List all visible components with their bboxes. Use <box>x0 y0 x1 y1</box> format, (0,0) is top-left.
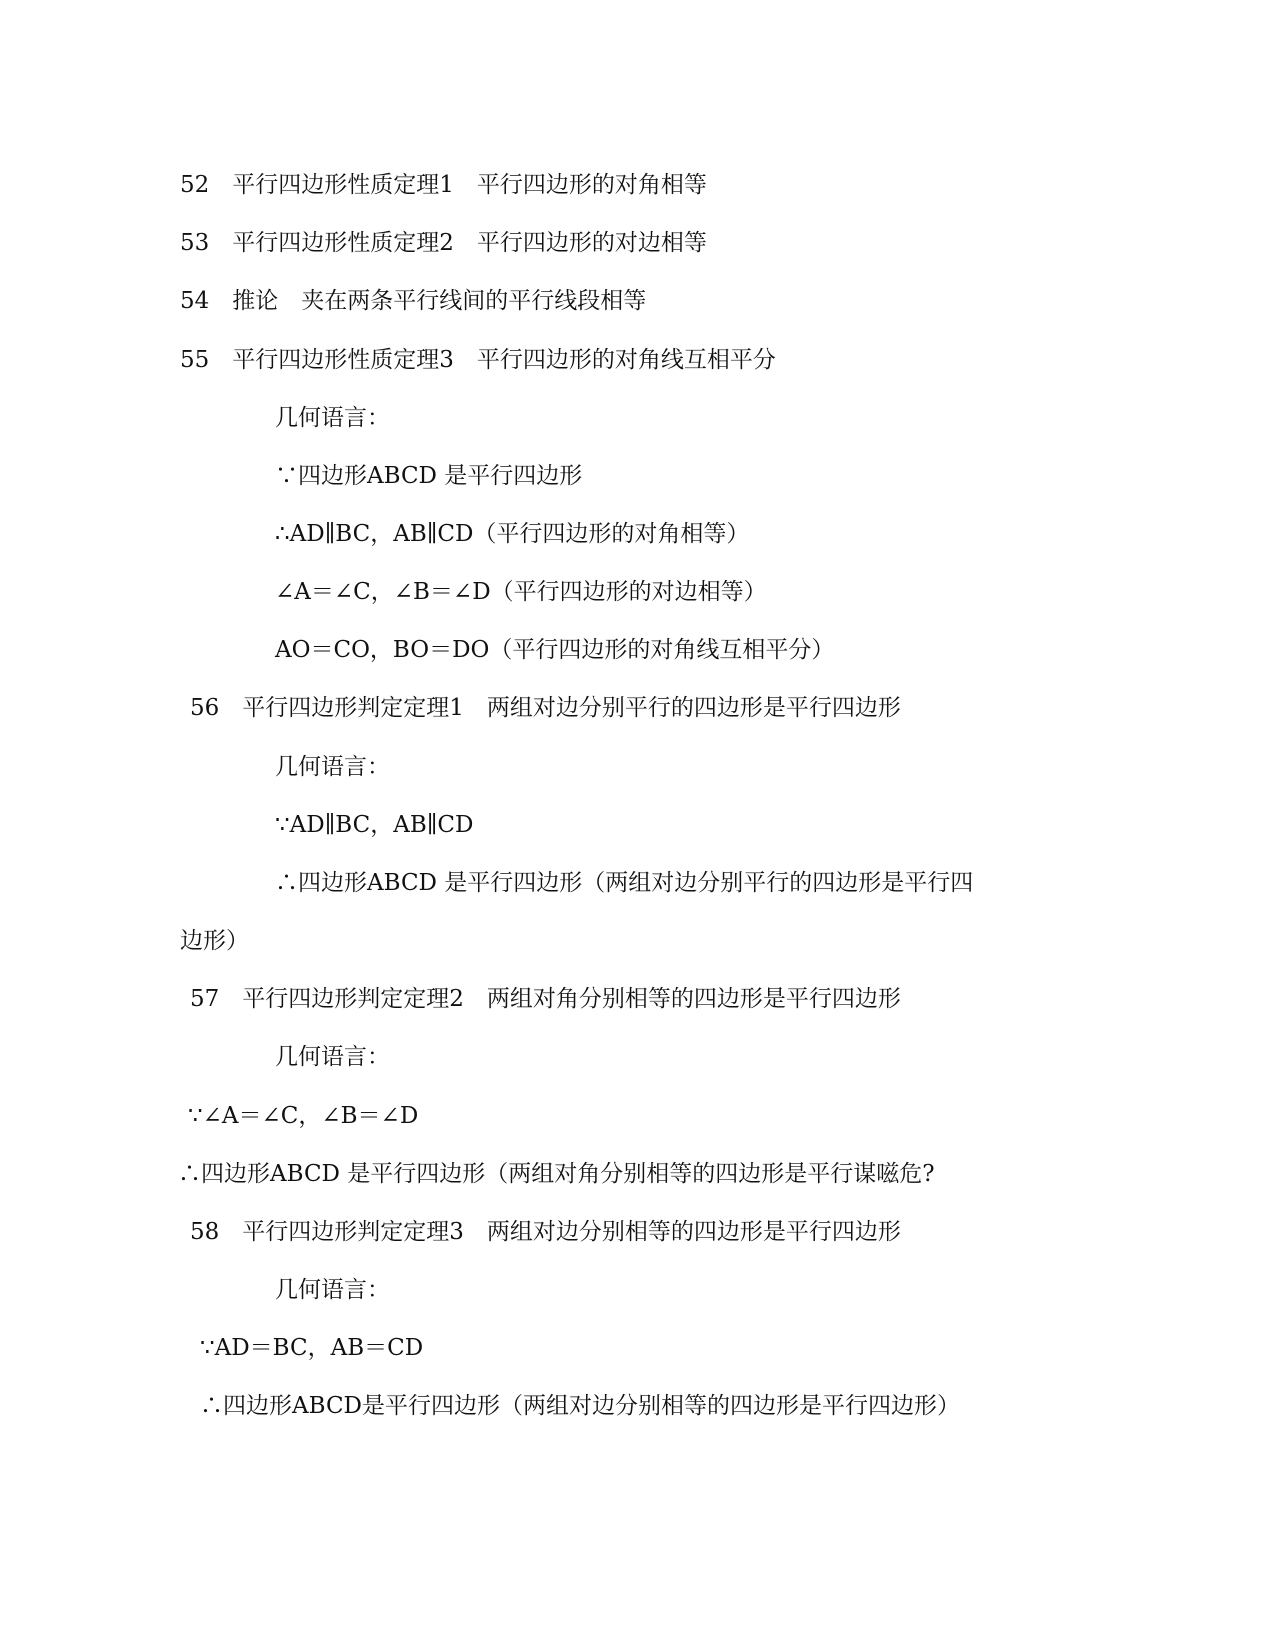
proof-line: ∠A＝∠C，∠B＝∠D（平行四边形的对边相等） <box>275 579 767 605</box>
proof-line: ∵∠A＝∠C，∠B＝∠D <box>188 1103 419 1129</box>
theorem-55: 55 平行四边形性质定理3 平行四边形的对角线互相平分 <box>180 347 776 373</box>
proof-line: ∴四边形ABCD 是平行四边形（两组对边分别平行的四边形是平行四 <box>275 870 974 896</box>
geometry-language-label: 几何语言： <box>275 1044 390 1070</box>
geometry-language-label: 几何语言： <box>275 1277 390 1303</box>
proof-line: ∵AD∥BC，AB∥CD <box>275 812 474 838</box>
theorem-56: 56 平行四边形判定定理1 两组对边分别平行的四边形是平行四边形 <box>190 695 901 721</box>
theorem-57: 57 平行四边形判定定理2 两组对角分别相等的四边形是平行四边形 <box>190 986 901 1012</box>
theorem-58: 58 平行四边形判定定理3 两组对边分别相等的四边形是平行四边形 <box>190 1219 901 1245</box>
proof-line: ∴四边形ABCD是平行四边形（两组对边分别相等的四边形是平行四边形） <box>200 1393 960 1419</box>
geometry-language-label: 几何语言： <box>275 405 390 431</box>
proof-line: ∵四边形ABCD 是平行四边形 <box>275 463 583 489</box>
proof-line: ∴AD∥BC，AB∥CD（平行四边形的对角相等） <box>275 521 750 547</box>
proof-line: AO＝CO，BO＝DO（平行四边形的对角线互相平分） <box>275 637 835 663</box>
proof-line-continuation: 边形） <box>180 928 249 954</box>
corollary-54: 54 推论 夹在两条平行线间的平行线段相等 <box>180 288 647 314</box>
proof-line: ∴四边形ABCD 是平行四边形（两组对角分别相等的四边形是平行谋嗞危? <box>178 1161 935 1187</box>
geometry-language-label: 几何语言： <box>275 754 390 780</box>
proof-line: ∵AD＝BC，AB＝CD <box>200 1335 424 1361</box>
theorem-53: 53 平行四边形性质定理2 平行四边形的对边相等 <box>180 230 707 256</box>
theorem-52: 52 平行四边形性质定理1 平行四边形的对角相等 <box>180 172 707 198</box>
